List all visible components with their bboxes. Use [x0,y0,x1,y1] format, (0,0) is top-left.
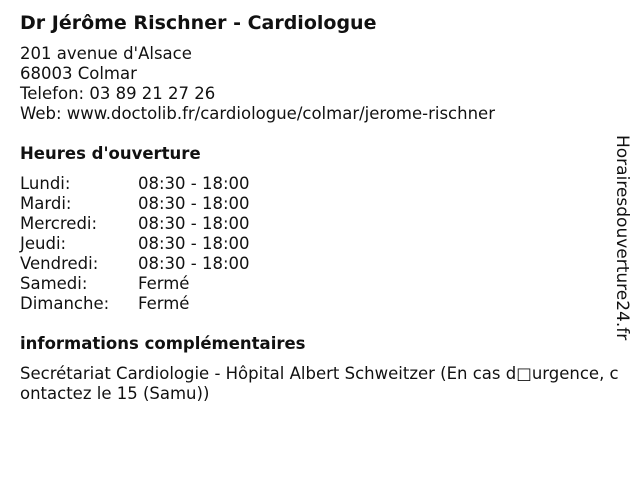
hours-row-sunday [20,294,320,314]
phone-number: Telefon: 03 89 21 27 26 [20,84,216,103]
opening-hours-heading: Heures d'ouverture [20,144,201,163]
hours-value: Fermé [138,294,190,313]
day-label: Jeudi: [20,234,67,253]
street-address: 201 avenue d'Alsace [20,44,192,63]
hours-row-tuesday [20,194,320,214]
hours-row-thursday [20,234,320,254]
day-label: Mercredi: [20,214,98,233]
hours-row-wednesday [20,214,320,234]
hours-value: 08:30 - 18:00 [138,234,250,253]
day-label: Lundi: [20,174,71,193]
day-label: Samedi: [20,274,88,293]
hours-value: 08:30 - 18:00 [138,254,250,273]
additional-info-heading: informations complémentaires [20,334,306,353]
hours-row-monday [20,174,320,194]
opening-hours-table [20,174,320,314]
additional-info-text: Secrétariat Cardiologie - Hôpital Albert Schweitzer (En cas d□urgence, contactez le 15 (Samu)) [20,364,619,403]
hours-value: 08:30 - 18:00 [138,174,250,193]
day-label: Vendredi: [20,254,99,273]
hours-row-friday [20,254,320,274]
page-title: Dr Jérôme Rischner - Cardiologue [20,12,377,34]
site-watermark: Horairesdouverture24.fr [612,135,632,341]
day-label: Dimanche: [20,294,110,313]
day-label: Mardi: [20,194,72,213]
hours-row-saturday [20,274,320,294]
website-link[interactable]: Web: www.doctolib.fr/cardiologue/colmar/jerome-rischner [20,104,495,123]
city: 68003 Colmar [20,64,137,83]
hours-value: 08:30 - 18:00 [138,214,250,233]
hours-value: 08:30 - 18:00 [138,194,250,213]
contact-block [20,44,495,124]
hours-value: Fermé [138,274,190,293]
